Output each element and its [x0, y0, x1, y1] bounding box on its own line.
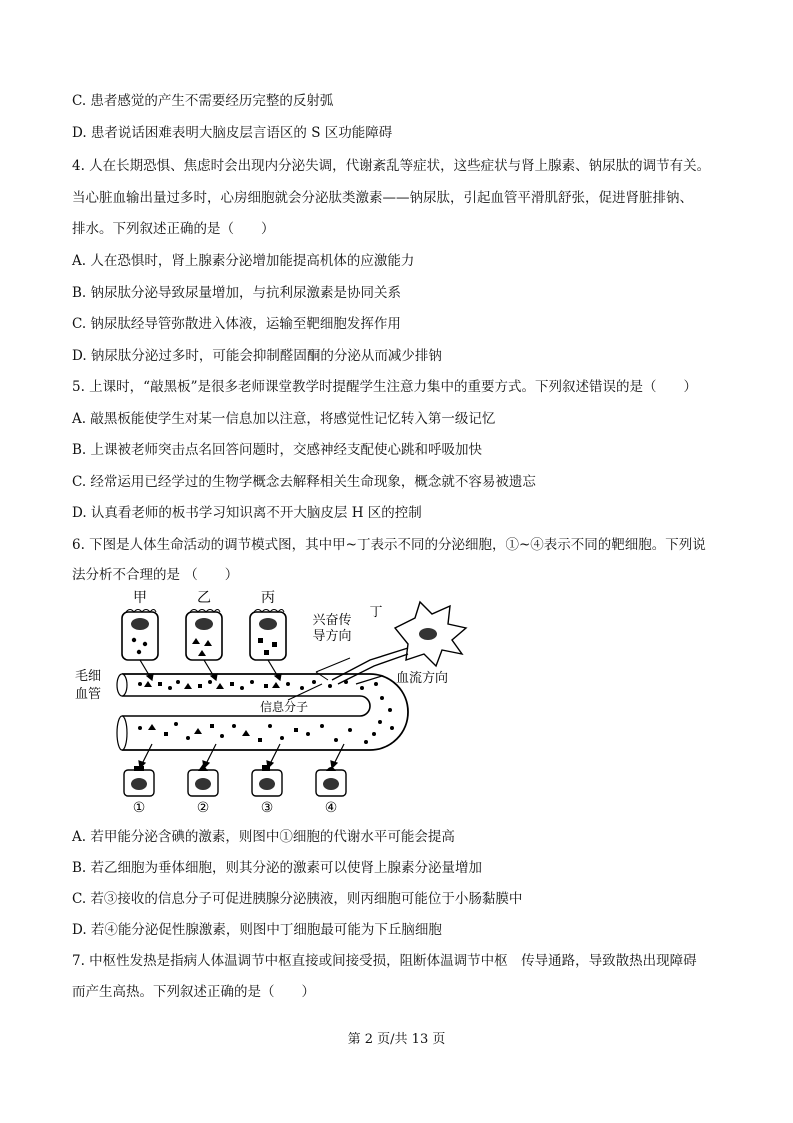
conduction-label: 导方向: [312, 629, 352, 644]
page-footer: 第 2 页/共 13 页: [347, 1032, 446, 1047]
target-cell-1: [124, 766, 154, 816]
option-line: C. 患者感觉的产生不需要经历完整的反射弧: [72, 93, 334, 109]
option-line: D. 钠尿肽分泌过多时，可能会抑制醛固酮的分泌从而减少排钠: [72, 348, 442, 364]
regulation-diagram: [70, 588, 480, 816]
question-stem: 6. 下图是人体生命活动的调节模式图，其中甲~丁表示不同的分泌细胞，①~④表示不同的靶细胞。下列说: [72, 537, 706, 553]
target-label-4: ④: [324, 800, 338, 816]
question-stem: 4. 人在长期恐惧、焦虑时会出现内分泌失调，代谢紊乱等症状，这些症状与肾上腺素、钠尿肽的调节有关。: [72, 158, 711, 174]
diagram-svg: [70, 588, 480, 816]
capillary-label: 血管: [74, 687, 102, 702]
secretion-arrows: [140, 660, 281, 680]
cell-label-bing: 丙: [261, 590, 275, 606]
option-line: B. 若乙细胞为垂体细胞，则其分泌的激素可以使肾上腺素分泌量增加: [72, 860, 483, 876]
option-line: C. 经常运用已经学过的生物学概念去解释相关生命现象，概念就不容易被遗忘: [72, 474, 536, 490]
option-line: C. 钠尿肽经导管弥散进入体液，运输至靶细胞发挥作用: [72, 316, 401, 332]
target-label-2: ②: [196, 800, 210, 816]
signal-molecule-label: 信息分子: [259, 700, 309, 714]
blood-flow-label: 血流方向: [395, 671, 449, 686]
question-stem: 当心脏血输出量过多时，心房细胞就会分泌肽类激素——钠尿肽，引起血管平滑肌舒张，促进肾脏排钠、: [72, 190, 693, 206]
nerve-label: 丁: [369, 605, 383, 620]
option-line: D. 患者说话困难表明大脑皮层言语区的 S 区功能障碍: [72, 125, 393, 141]
option-line: C. 若③接收的信息分子可促进胰腺分泌胰液，则丙细胞可能位于小肠黏膜中: [72, 891, 523, 907]
option-line: A. 人在恐惧时，肾上腺素分泌增加能提高机体的应激能力: [72, 253, 415, 269]
capillary-label: 毛细: [74, 669, 102, 684]
question-stem: 排水。下列叙述正确的是（ ）: [72, 221, 275, 237]
question-stem: 法分析不合理的是 （ ）: [72, 567, 239, 583]
target-label-3: ③: [260, 800, 274, 816]
conduction-label: 兴奋传: [312, 613, 352, 628]
option-line: A. 敲黑板能使学生对某一信息加以注意，将感觉性记忆转入第一级记忆: [72, 411, 496, 427]
option-line: D. 若④能分泌促性腺激素，则图中丁细胞最可能为下丘脑细胞: [72, 922, 442, 938]
secreting-cell-bing: [250, 590, 286, 660]
question-stem: 5. 上课时，“敲黑板”是很多老师课堂教学时提醒学生注意力集中的重要方式。下列叙述错误的是（ ）: [72, 379, 697, 395]
target-cell-4: [316, 767, 346, 816]
option-line: A. 若甲能分泌含碘的激素，则图中①细胞的代谢水平可能会提高: [72, 829, 455, 845]
secreting-cell-yi: [186, 590, 222, 660]
target-arrows: [139, 744, 344, 768]
option-line: D. 认真看老师的板书学习知识离不开大脑皮层 H 区的控制: [72, 505, 422, 521]
capillary: [75, 669, 448, 750]
option-line: B. 钠尿肽分泌导致尿量增加，与抗利尿激素是协同关系: [72, 285, 402, 301]
secreting-cell-jia: [122, 590, 158, 660]
cell-label-jia: 甲: [133, 590, 147, 606]
target-label-1: ①: [132, 800, 146, 816]
question-stem: 7. 中枢性发热是指病人体温调节中枢直接或间接受损，阻断体温调节中枢 传导通路，导致散热出现障碍: [72, 953, 697, 969]
question-stem: 而产生高热。下列叙述正确的是（ ）: [72, 984, 315, 1000]
option-line: B. 上课被老师突击点名回答问题时，交感神经支配使心跳和呼吸加快: [72, 442, 483, 458]
target-cell-3: [252, 765, 282, 816]
cell-label-yi: 乙: [197, 590, 211, 606]
target-cell-2: [188, 764, 218, 816]
